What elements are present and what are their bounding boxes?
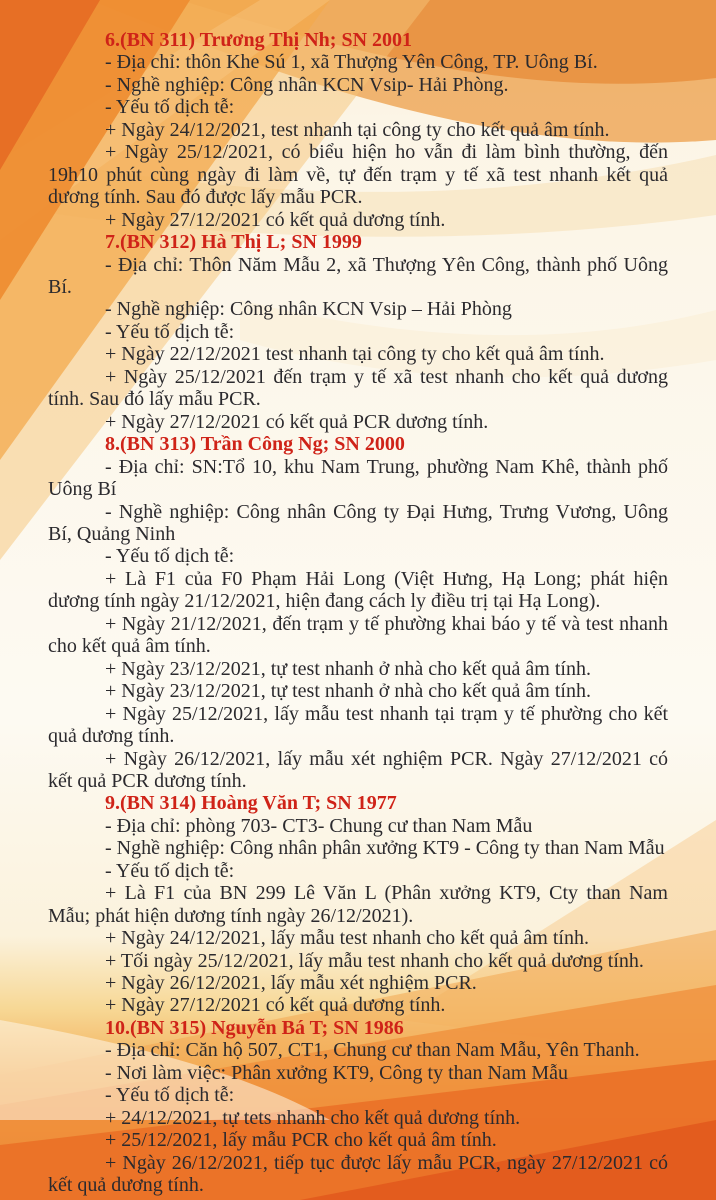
case-entry-bn312: [48, 231, 668, 433]
case-detail-line: + Ngày 22/12/2021 test nhanh tại công ty cho kết quả âm tính.: [105, 343, 605, 366]
case-detail-line: + 24/12/2021, tự tets nhanh cho kết quả dương tính.: [105, 1106, 521, 1129]
case-detail-line: + Ngày 26/12/2021, tiếp tục được lấy mẫu PCR, ngày 27/12/2021 có kết quả dương tính.: [48, 1151, 668, 1197]
case-detail-line: + Ngày 25/12/2021, lấy mẫu test nhanh tại trạm y tế phường cho kết quả dương tính.: [48, 702, 668, 748]
case-detail-line: - Yếu tố dịch tễ:: [105, 545, 235, 568]
case-detail-line: + Ngày 27/12/2021 có kết quả dương tính.: [105, 208, 446, 231]
case-detail-line: + Ngày 27/12/2021 có kết quả PCR dương tính.: [105, 410, 489, 433]
case-detail-line: + Tối ngày 25/12/2021, lấy mẫu test nhanh cho kết quả dương tính.: [105, 949, 644, 972]
case-heading: 8.(BN 313) Trần Công Ng; SN 2000: [105, 433, 405, 456]
case-entry-bn313: [48, 433, 668, 792]
case-detail-line: - Nghề nghiệp: Công nhân Công ty Đại Hưng, Trưng Vương, Uông Bí, Quảng Ninh: [48, 500, 668, 545]
case-detail-line: + Ngày 25/12/2021, có biểu hiện ho vẫn đi làm bình thường, đến 19h10 phút cùng ngày đi làm về, tự đến trạm y tế xã test nhanh kết quả dương tính. Sau đó được lấy mẫu PCR.: [48, 141, 668, 209]
case-detail-line: + Ngày 23/12/2021, tự test nhanh ở nhà cho kết quả âm tính.: [105, 657, 591, 680]
case-detail-line: + Là F1 của BN 299 Lê Văn L (Phân xưởng KT9, Cty than Nam Mẫu; phát hiện dương tính ngày 26/12/2021).: [48, 882, 668, 927]
case-detail-line: - Địa chỉ: thôn Khe Sú 1, xã Thượng Yên Công, TP. Uông Bí.: [105, 51, 598, 74]
case-heading: 6.(BN 311) Trương Thị Nh; SN 2001: [105, 29, 413, 51]
case-heading: 7.(BN 312) Hà Thị L; SN 1999: [105, 231, 362, 254]
case-detail-line: - Địa chỉ: phòng 703- CT3- Chung cư than Nam Mẫu: [105, 814, 533, 837]
case-detail-line: - Yếu tố dịch tễ:: [105, 1084, 235, 1107]
case-detail-line: - Địa chỉ: Thôn Năm Mẫu 2, xã Thượng Yên Công, thành phố Uông Bí.: [48, 253, 668, 298]
case-detail-line: + Là F1 của F0 Phạm Hải Long (Việt Hưng, Hạ Long; phát hiện dương tính ngày 21/12/2021, hiện đang cách ly điều trị tại Hạ Long).: [48, 567, 668, 613]
case-detail-line: - Nghề nghiệp: Công nhân KCN Vsip – Hải Phòng: [105, 298, 512, 321]
case-entry-bn311: [48, 29, 668, 231]
case-detail-line: + Ngày 26/12/2021, lấy mẫu xét nghiệm PCR.: [105, 972, 477, 995]
case-detail-line: + Ngày 25/12/2021 đến trạm y tế xã test nhanh cho kết quả dương tính. Sau đó lấy mẫu PCR.: [48, 365, 668, 411]
case-detail-line: + Ngày 26/12/2021, lấy mẫu xét nghiệm PCR. Ngày 27/12/2021 có kết quả PCR dương tính.: [48, 747, 668, 792]
case-detail-line: + 25/12/2021, lấy mẫu PCR cho kết quả âm tính.: [105, 1129, 497, 1152]
case-heading: 9.(BN 314) Hoàng Văn T; SN 1977: [105, 792, 397, 815]
case-detail-line: - Yếu tố dịch tễ:: [105, 96, 235, 119]
case-detail-line: + Ngày 24/12/2021, test nhanh tại công ty cho kết quả âm tính.: [105, 118, 610, 141]
case-detail-line: - Nơi làm việc: Phân xưởng KT9, Công ty than Nam Mẫu: [105, 1061, 569, 1084]
case-detail-line: + Ngày 23/12/2021, tự test nhanh ở nhà cho kết quả âm tính.: [105, 680, 591, 703]
case-heading: 10.(BN 315) Nguyễn Bá T; SN 1986: [105, 1016, 404, 1039]
case-detail-line: + Ngày 27/12/2021 có kết quả dương tính.: [105, 994, 446, 1017]
case-detail-line: - Yếu tố dịch tễ:: [105, 859, 235, 882]
case-detail-line: - Yếu tố dịch tễ:: [105, 320, 235, 343]
case-entry-bn315: [48, 1017, 668, 1197]
case-detail-line: + Ngày 24/12/2021, lấy mẫu test nhanh cho kết quả âm tính.: [105, 927, 589, 950]
case-entry-bn314: [48, 792, 668, 1017]
case-detail-line: + Ngày 21/12/2021, đến trạm y tế phường khai báo y tế và test nhanh cho kết quả âm tính.: [48, 612, 668, 658]
case-detail-line: - Nghề nghiệp: Công nhân KCN Vsip- Hải Phòng.: [105, 73, 509, 96]
case-detail-line: - Nghề nghiệp: Công nhân phân xưởng KT9 - Công ty than Nam Mẫu: [105, 837, 665, 860]
case-detail-line: - Địa chỉ: SN:Tổ 10, khu Nam Trung, phường Nam Khê, thành phố Uông Bí: [48, 455, 668, 501]
case-detail-line: - Địa chỉ: Căn hộ 507, CT1, Chung cư than Nam Mẫu, Yên Thanh.: [105, 1039, 640, 1062]
